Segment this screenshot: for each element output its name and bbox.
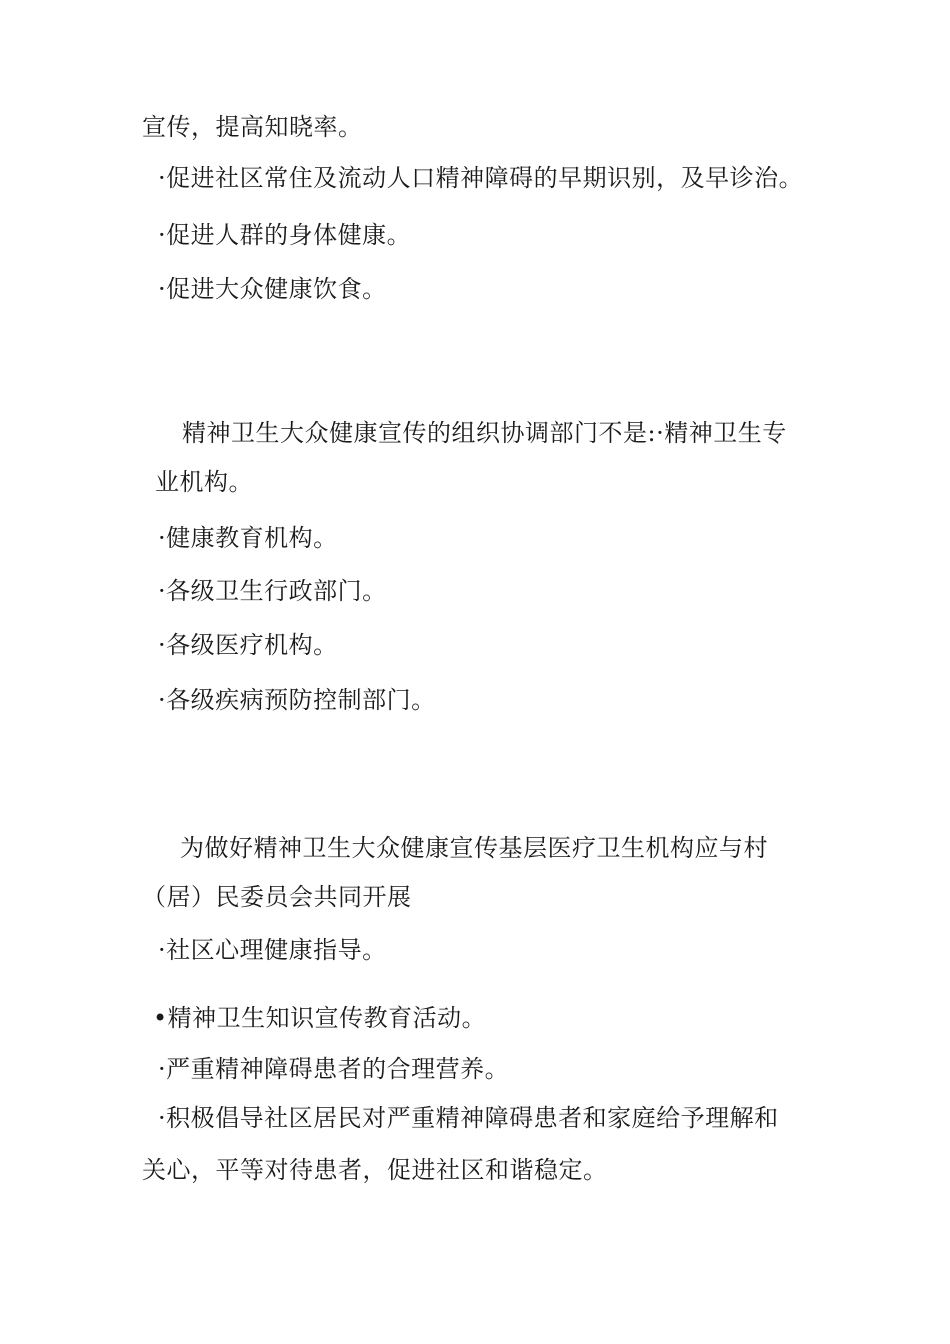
list-item: ·促进社区常住及流动人口精神障碍的早期识别，及早诊治。 (158, 164, 804, 192)
list-item: ·健康教育机构。 (158, 524, 338, 552)
question-text-continued: （居）民委员会共同开展 (142, 883, 412, 911)
list-item: ·社区心理健康指导。 (158, 936, 387, 964)
list-item-continued: 关心，平等对待患者，促进社区和谐稳定。 (142, 1156, 608, 1184)
text-line: 宣传，提高知晓率。 (142, 113, 363, 141)
list-item: ·促进人群的身体健康。 (158, 221, 412, 249)
list-item: •精神卫生知识宣传教育活动。 (153, 1004, 487, 1032)
question-text-continued: 业机构。 (155, 468, 253, 496)
list-item: ·各级疾病预防控制部门。 (158, 686, 436, 714)
question-text: 为做好精神卫生大众健康宣传基层医疗卫生机构应与村 (180, 834, 768, 862)
list-item: ·积极倡导社区居民对严重精神障碍患者和家庭给予理解和 (158, 1104, 779, 1132)
list-item: ·各级卫生行政部门。 (158, 577, 387, 605)
list-item: ·促进大众健康饮食。 (158, 275, 387, 303)
question-text: 精神卫生大众健康宣传的组织协调部门不是:·精神卫生专 (182, 419, 787, 447)
list-item: ·各级医疗机构。 (158, 631, 338, 659)
list-item: ·严重精神障碍患者的合理营养。 (158, 1055, 510, 1083)
